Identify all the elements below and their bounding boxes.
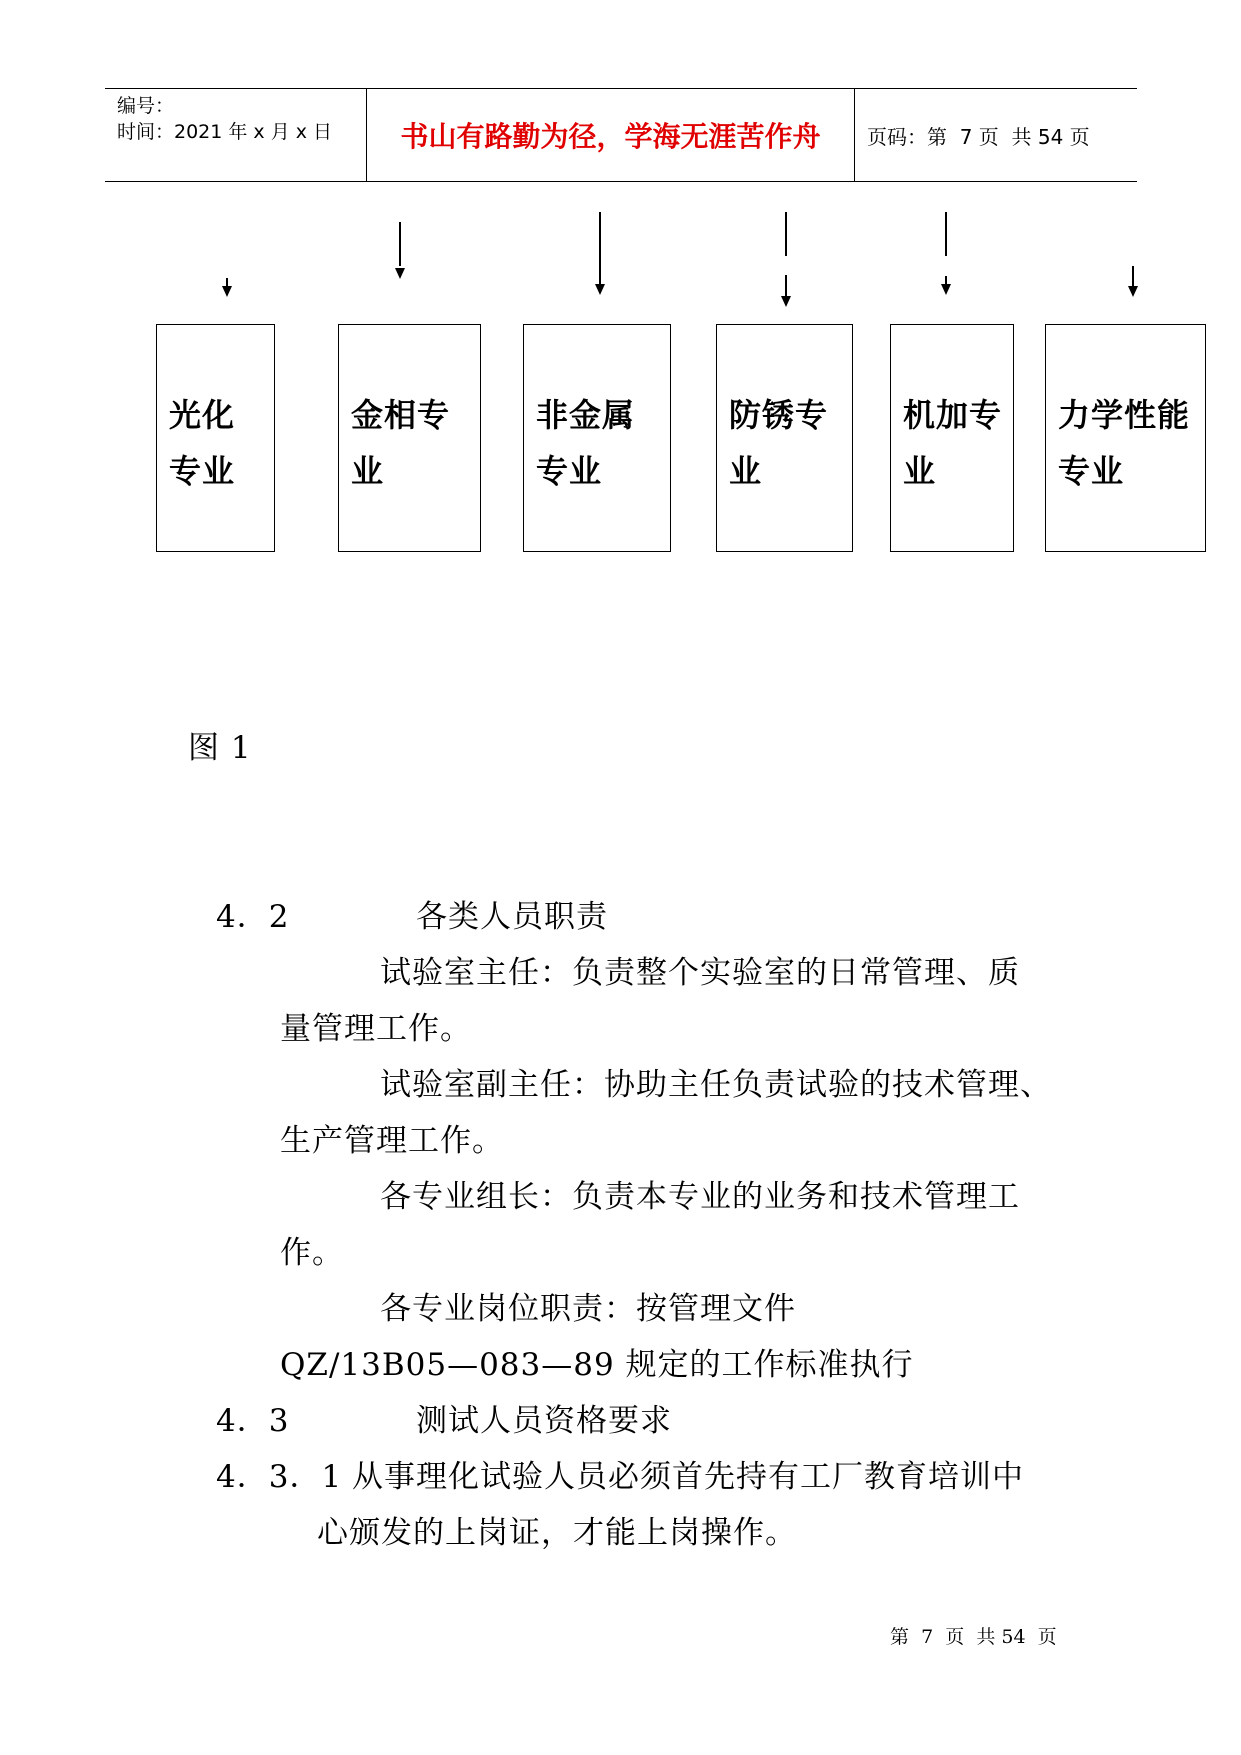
box-label-line1: 防锈专 [729,396,829,434]
duty-leader-line1: 各专业组长：负责本专业的业务和技术管理工 [380,1179,1020,1215]
page-footer: 第 7 页 共 54 页 [890,1626,1057,1648]
header-motto: 书山有路勤为径，学海无涯苦作舟 [367,89,855,181]
box-antirust [716,324,853,552]
duty-director-line2: 量管理工作。 [280,1011,472,1047]
section-4-3-title: 测试人员资格要求 [416,1403,672,1439]
header-page-label: 页码：第 7 页 共 54 页 [867,124,1090,149]
box-label-line1: 非金属 [536,396,636,434]
connector-line-5a [945,212,947,256]
duty-leader-line2: 作。 [280,1235,344,1271]
box-label-line1: 光化 [169,396,236,434]
arrow-down-icon [222,286,232,297]
duty-deputy-line2: 生产管理工作。 [280,1123,504,1159]
section-4-2-title: 各类人员职责 [416,899,608,935]
duty-post-line1: 各专业岗位职责：按管理文件 [380,1291,796,1327]
duty-post-line2: QZ/13B05—083—89 规定的工作标准执行 [280,1347,914,1383]
org-diagram [0,0,1241,600]
duty-deputy-line1: 试验室副主任：协助主任负责试验的技术管理、 [380,1067,1052,1103]
box-optical-chemistry [156,324,275,552]
connector-line-2 [399,222,401,266]
box-label-line2: 专业 [169,452,236,490]
number-label: 编号： [117,95,175,117]
item-4-3-1-number: 4．3．1 [216,1459,343,1495]
box-label-line1: 力学性能 [1058,396,1191,434]
arrow-down-icon [395,268,405,279]
figure-caption: 图 1 [188,730,252,766]
box-label-line1: 机加专 [903,396,1003,434]
box-nonmetal [523,324,671,552]
arrow-down-icon [941,284,951,295]
box-machining [890,324,1014,552]
section-4-2-number: 4．2 [216,899,290,935]
box-label-line2: 专业 [536,452,603,490]
arrow-down-icon [781,296,791,307]
box-label-line2: 业 [729,452,763,490]
box-label-line2: 专业 [1058,452,1125,490]
section-4-3-number: 4．3 [216,1403,290,1439]
arrow-down-icon [1128,286,1138,297]
connector-line-6 [1132,266,1134,288]
connector-line-4a [785,212,787,256]
item-4-3-1-line2: 心颁发的上岗证，才能上岗操作。 [317,1515,797,1551]
arrow-down-icon [595,284,605,295]
item-4-3-1-line1: 从事理化试验人员必须首先持有工厂教育培训中 [352,1459,1024,1495]
time-label: 时间：2021 年 x 月 x 日 [117,121,333,143]
box-label-line1: 金相专 [351,396,451,434]
box-label-line2: 业 [903,452,937,490]
box-mechanical-properties [1045,324,1206,552]
duty-director-line1: 试验室主任：负责整个实验室的日常管理、质 [380,955,1020,991]
connector-line-3 [599,212,601,287]
box-label-line2: 业 [351,452,385,490]
box-metallography [338,324,481,552]
